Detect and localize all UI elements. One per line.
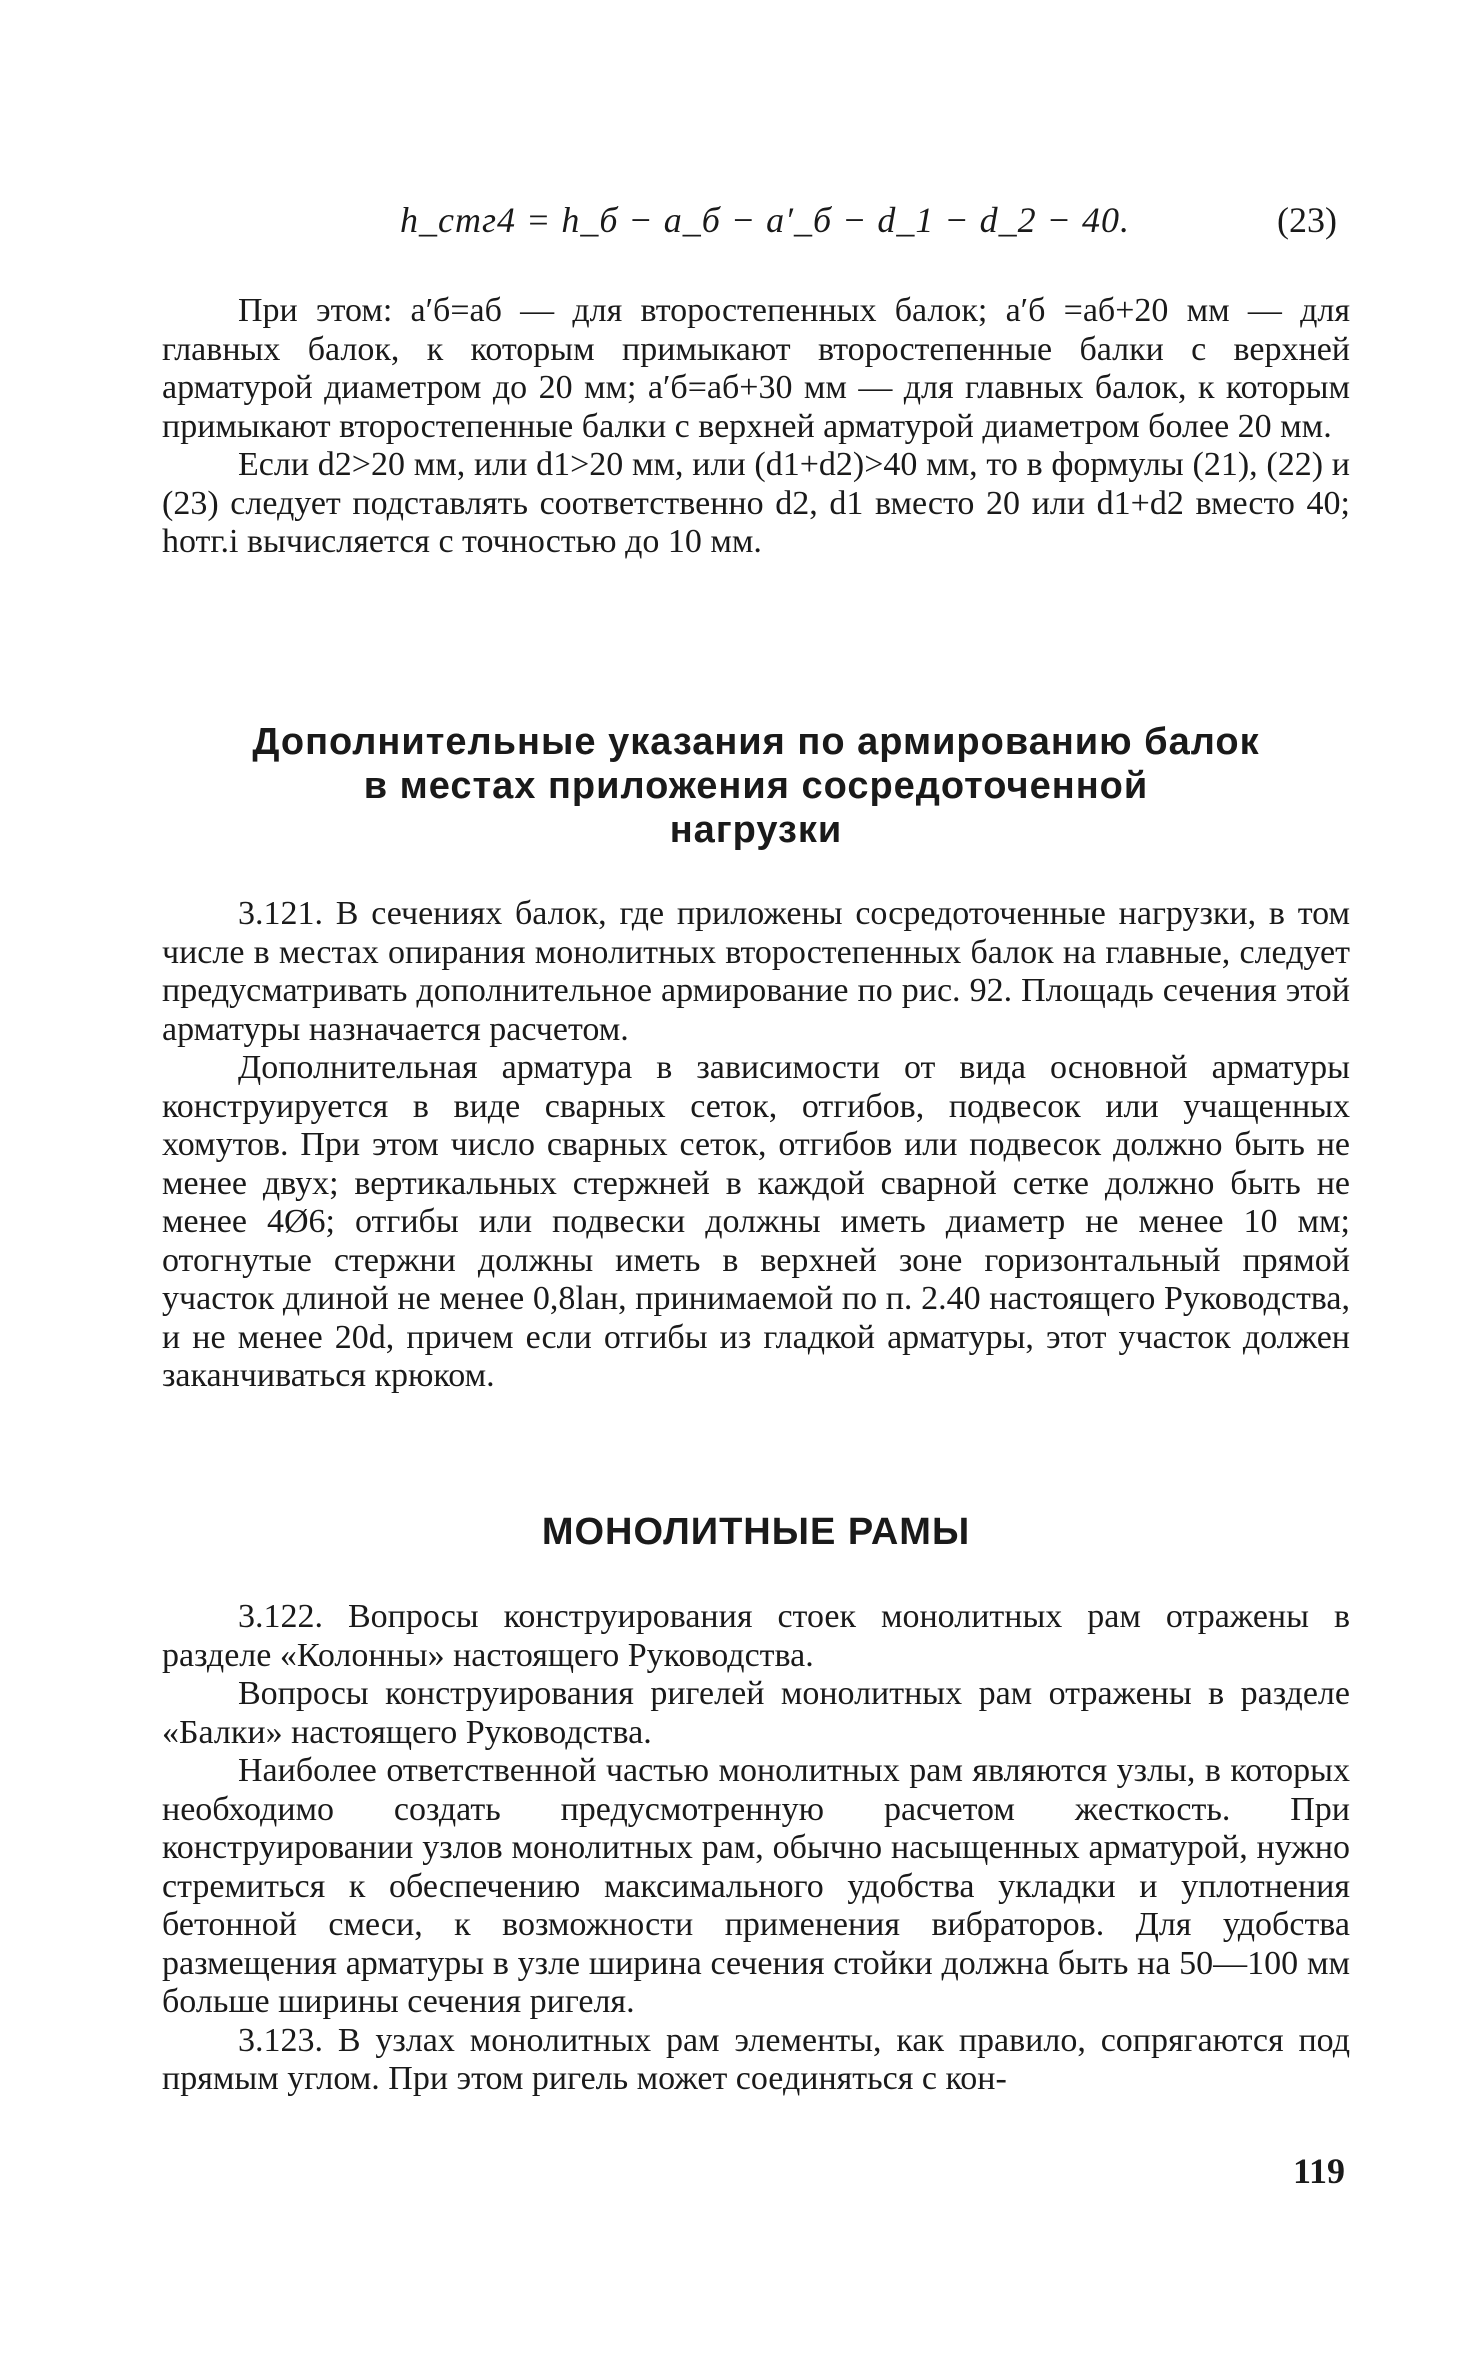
intro-text xyxy=(162,292,1350,562)
heading-line: нагрузки xyxy=(669,809,843,851)
heading-line: Дополнительные указания по армированию балок xyxy=(252,721,1260,763)
heading-line: МОНОЛИТНЫЕ РАМЫ xyxy=(541,1511,971,1553)
section1-text xyxy=(162,895,1350,1396)
paragraph: Дополнительная арматура в зависимости от вида основной арматуры конструируется в виде сварных сеток, отгибов, подвесок или учащенных хомутов. При этом число сварных сеток, отгибов или подвесок должно быть не менее двух; вертикальных стержней в каждой сварной сетке должно быть не менее 4Ø6; отгибы или подвески должны иметь диаметр не менее 10 мм; отогнутые стержни должны иметь в верхней зоне горизонтальный прямой участок длиной не менее 0,8lан, принимаемой по п. 2.40 настоящего Руководства, и не менее 20d, причем если отгибы из гладкой арматуры, этот участок должен заканчиваться крюком. xyxy=(162,1049,1350,1394)
paragraph: Если d2>20 мм, или d1>20 мм, или (d1+d2)>40 мм, то в формулы (21), (22) и (23) следует подставлять соответственно d2, d1 вместо 20 или d1+d2 вместо 40; hотг.i вычисляется с точностью до 10 мм. xyxy=(162,446,1350,560)
heading-line: в местах приложения сосредоточенной xyxy=(363,765,1149,807)
paragraph: 3.121. В сечениях балок, где приложены сосредоточенные нагрузки, в том числе в местах опирания монолитных второстепенных балок на главные, следует предусматривать дополнительное армирование по рис. 92. Площадь сечения этой арматуры назначается расчетом. xyxy=(162,895,1350,1048)
formula-expression: h_стг4 = h_б − a_б − a′_б − d_1 − d_2 − 40. xyxy=(400,200,1130,240)
section-heading-reinforcement xyxy=(162,720,1350,852)
paragraph: 3.123. В узлах монолитных рам элементы, как правило, сопрягаются под прямым углом. При этом ригель может соединяться с кон- xyxy=(162,2021,1350,2097)
formula-23 xyxy=(160,190,1337,250)
section-heading-frames xyxy=(162,1510,1350,1554)
paragraph: 3.122. Вопросы конструирования стоек монолитных рам отражены в разделе «Колонны» настоящего Руководства. xyxy=(162,1598,1350,1674)
paragraph: При этом: a′б=aб — для второстепенных балок; a′б =aб+20 мм — для главных балок, к которым примыкают второстепенные балки с верхней арматурой диаметром до 20 мм; a′б=aб+30 мм — для главных балок, к которым примыкают второстепенные балки с верхней арматурой диаметром более 20 мм. xyxy=(162,292,1350,445)
section2-text xyxy=(162,1598,1350,2099)
formula-number: (23) xyxy=(1277,200,1337,240)
page-number: 119 xyxy=(1292,2151,1345,2191)
paragraph: Вопросы конструирования ригелей монолитных рам отражены в разделе «Балки» настоящего Руководства. xyxy=(162,1675,1350,1751)
paragraph: Наиболее ответственной частью монолитных рам являются узлы, в которых необходимо создать предусмотренную расчетом жесткость. При конструировании узлов монолитных рам, обычно насыщенных арматурой, нужно стремиться к обеспечению максимального удобства укладки и уплотнения бетонной смеси, к возможности применения вибраторов. Для удобства размещения арматуры в узле ширина сечения стойки должна быть на 50—100 мм больше ширины сечения ригеля. xyxy=(162,1752,1350,2020)
